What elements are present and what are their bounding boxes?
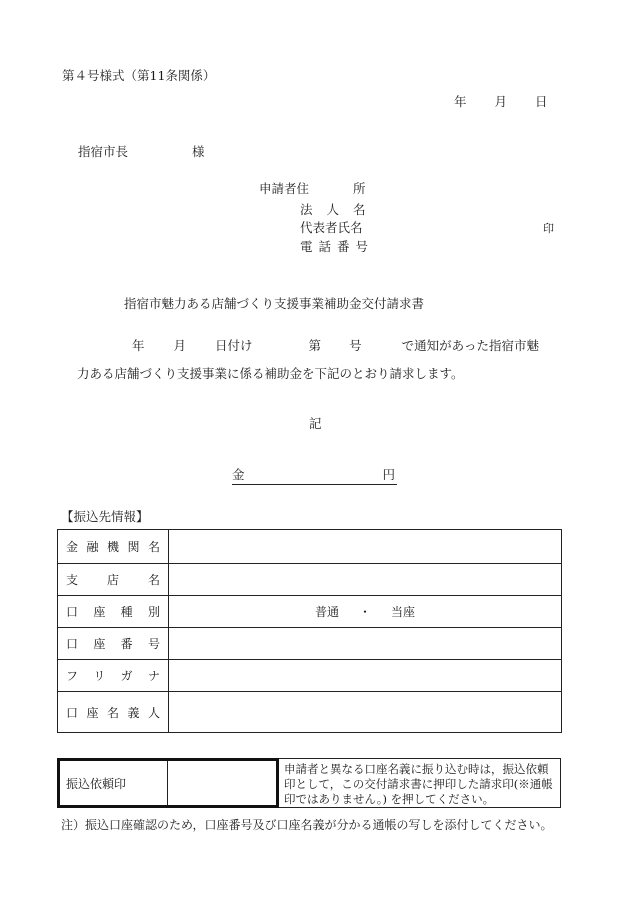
table-row: [58, 530, 562, 564]
applicant-corp-label: 法 人 名: [300, 202, 366, 217]
table-row: [58, 692, 562, 733]
document-title: 指宿市魅力ある店舗づくり支援事業補助金交付請求書: [124, 296, 425, 311]
addressee-honorific: 様: [192, 144, 205, 159]
account-type-separator: ・: [358, 605, 371, 619]
addressee: [78, 146, 205, 159]
ki-label: 記: [309, 416, 322, 431]
table-row: [58, 564, 562, 596]
date-line: [454, 96, 548, 109]
date-day: 日: [535, 94, 548, 109]
amount-line: [232, 469, 397, 485]
furigana-value[interactable]: [169, 660, 562, 692]
date-month: 月: [494, 94, 508, 109]
table-row: [58, 660, 562, 692]
account-type-touza[interactable]: 当座: [391, 605, 416, 619]
body-line-1: 年 月 日付け 第 号 で通知があった指宿市魅: [132, 338, 539, 353]
account-number-value[interactable]: [169, 628, 562, 660]
table-row: [58, 628, 562, 660]
applicant-phone-label: 電 話 番 号: [300, 239, 369, 254]
seal-request-box: [57, 758, 279, 808]
bank-name-value[interactable]: [169, 530, 562, 564]
account-holder-label: 口 座 名 義 人: [66, 705, 160, 720]
transfer-heading: 【振込先情報】: [61, 509, 149, 524]
branch-name-label: 支 店 名: [66, 573, 160, 587]
seal-request-field[interactable]: [168, 761, 276, 805]
account-type-value[interactable]: [169, 596, 562, 628]
account-type-futsu[interactable]: 普通: [314, 605, 339, 619]
amount-suffix: 円: [382, 467, 395, 482]
seal-request-label: 振込依頼印: [60, 761, 168, 805]
furigana-label: フ リ ガ ナ: [66, 669, 160, 683]
footnote: 注）振込口座確認のため，口座番号及び口座名義が分かる通帳の写しを添付してください。: [61, 818, 553, 832]
bank-info-table: [57, 529, 562, 733]
addressee-name: 指宿市長: [78, 144, 129, 159]
date-year: 年: [454, 94, 467, 109]
bank-name-label: 金 融 機 関 名: [66, 540, 160, 554]
body-line-2: 力ある店舗づくり支援事業に係る補助金を下記のとおり請求します。: [77, 366, 464, 381]
amount-prefix: 金: [232, 467, 245, 482]
applicant-rep-label: 代表者氏名: [300, 220, 363, 235]
account-type-label: 口 座 種 別: [66, 605, 160, 619]
branch-name-value[interactable]: [169, 564, 562, 596]
seal-mark: 印: [543, 222, 554, 235]
table-row: [58, 596, 562, 628]
seal-note: 申請者と異なる口座名義に振り込む時は，振込依頼印として，この交付請求書に押印した請求印(※通帳印ではありません。) を押してください。: [279, 758, 561, 808]
form-number: 第４号様式（第11条関係）: [62, 68, 216, 83]
applicant-address-label: 申請者住 所: [259, 181, 366, 196]
account-number-label: 口 座 番 号: [66, 637, 160, 651]
account-holder-value[interactable]: [169, 692, 562, 733]
